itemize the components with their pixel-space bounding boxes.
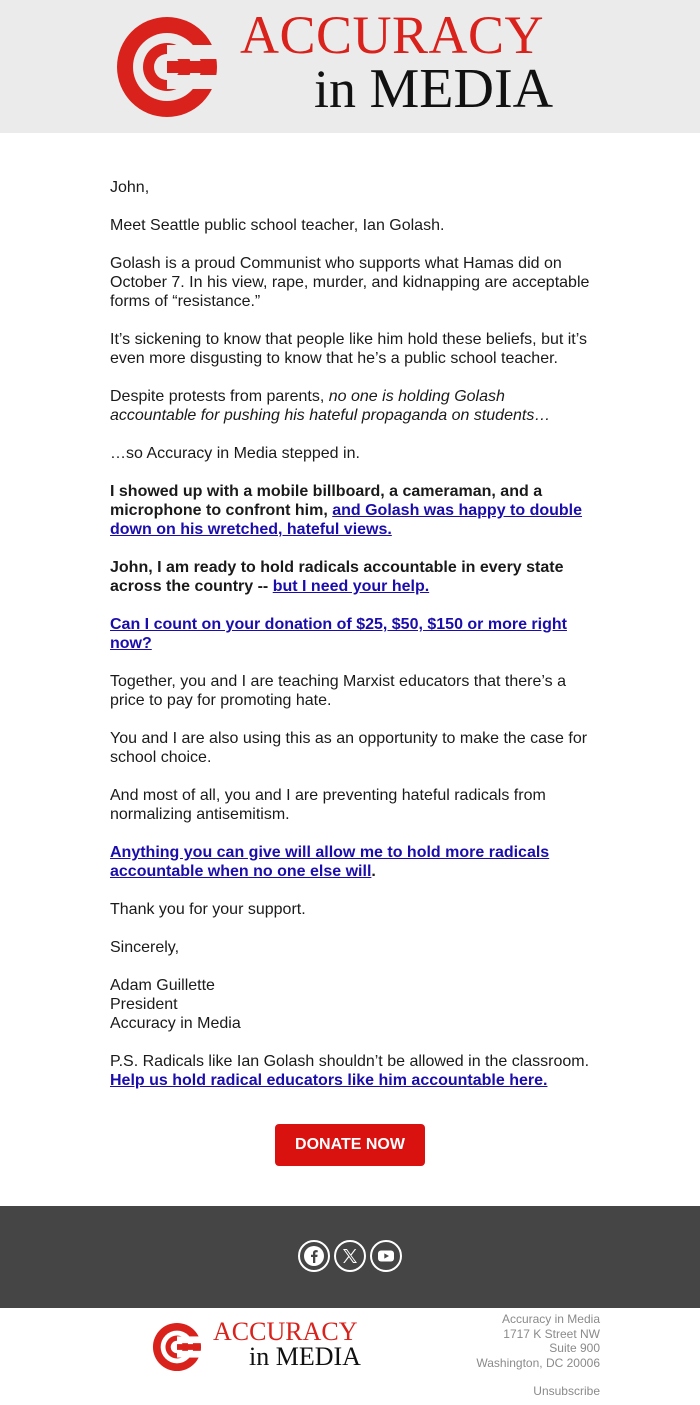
- need-help-link[interactable]: but I need your help.: [272, 578, 430, 595]
- signature-title: President: [110, 996, 178, 1013]
- donate-now-button[interactable]: DONATE NOW: [275, 1124, 425, 1166]
- footer-logo-icon: [152, 1322, 202, 1372]
- footer-wordmark-top: ACCURACY: [213, 1317, 358, 1346]
- paragraph-4-plain: Despite protests from parents,: [110, 388, 329, 405]
- paragraph-12-tail: .: [371, 863, 376, 880]
- paragraph-3: It’s sickening to know that people like him hold these beliefs, but it’s even more disgusting to know that he’s a public school teacher.: [110, 331, 588, 367]
- footer-org: Accuracy in Media: [501, 1312, 600, 1326]
- paragraph-7-bold: John, I am ready to hold radicals accountable in every state across the country --: [110, 559, 564, 595]
- footer-city: Washington, DC 20006: [476, 1355, 600, 1370]
- postscript-text: P.S. Radicals like Ian Golash shouldn’t be allowed in the classroom.: [110, 1053, 590, 1070]
- logo-word-media: MEDIA: [369, 58, 554, 120]
- facebook-icon[interactable]: [298, 1240, 330, 1272]
- footer-address: [476, 1312, 600, 1370]
- logo-word-in: in: [314, 59, 357, 119]
- paragraph-6: [110, 482, 595, 539]
- paragraph-5: …so Accuracy in Media stepped in.: [110, 445, 360, 462]
- sign-off: Sincerely,: [110, 939, 180, 956]
- footer-suite: Suite 900: [549, 1341, 600, 1355]
- paragraph-4-italic: no one is holding Golash accountable for pushing his hateful propaganda on students…: [110, 388, 551, 424]
- thank-you: Thank you for your support.: [110, 901, 306, 918]
- double-down-link[interactable]: and Golash was happy to double down on his wretched, hateful views.: [110, 502, 583, 538]
- signature-block: [110, 976, 595, 1033]
- footer-street: 1717 K Street NW: [503, 1326, 600, 1341]
- footer-word-media: MEDIA: [275, 1342, 361, 1371]
- postscript-link[interactable]: Help us hold radical educators like him accountable here.: [110, 1072, 548, 1089]
- give-more-link[interactable]: Anything you can give will allow me to hold more radicals accountable when no one else will: [110, 844, 550, 880]
- paragraph-6-bold: I showed up with a mobile billboard, a cameraman, and a microphone to confront him,: [110, 483, 543, 519]
- signature-name: Adam Guillette: [110, 977, 215, 994]
- paragraph-8: [110, 615, 595, 653]
- x-icon[interactable]: [334, 1240, 366, 1272]
- paragraph-7: [110, 558, 595, 596]
- logo-wordmark-top: ACCURACY: [240, 5, 545, 65]
- footer-word-in: in: [249, 1342, 270, 1371]
- unsubscribe-link[interactable]: Unsubscribe: [533, 1384, 600, 1398]
- paragraph-11: And most of all, you and I are preventing hateful radicals from normalizing antisemitism.: [110, 787, 546, 823]
- logo-wordmark-bottom: [314, 58, 554, 120]
- header-banner: [0, 0, 700, 133]
- paragraph-intro: Meet Seattle public school teacher, Ian Golash.: [110, 217, 445, 234]
- paragraph-2: Golash is a proud Communist who supports what Hamas did on October 7. In his view, rape, murder, and kidnapping are acceptable forms of “resistance.”: [110, 255, 590, 310]
- footer-wordmark-bottom: [249, 1344, 361, 1370]
- paragraph-4: [110, 387, 595, 425]
- paragraph-10: You and I are also using this as an opportunity to make the case for school choice.: [110, 730, 588, 766]
- postscript: [110, 1052, 595, 1090]
- signature-org: Accuracy in Media: [110, 1015, 241, 1032]
- letter-body: [110, 178, 595, 1109]
- donation-amount-link[interactable]: Can I count on your donation of $25, $50, $150 or more right now?: [110, 616, 567, 652]
- paragraph-9: Together, you and I are teaching Marxist educators that there’s a price to pay for promoting hate.: [110, 673, 566, 709]
- youtube-icon[interactable]: [370, 1240, 402, 1272]
- greeting: John,: [110, 179, 150, 196]
- paragraph-12: [110, 843, 595, 881]
- aim-logo-icon: [115, 15, 219, 119]
